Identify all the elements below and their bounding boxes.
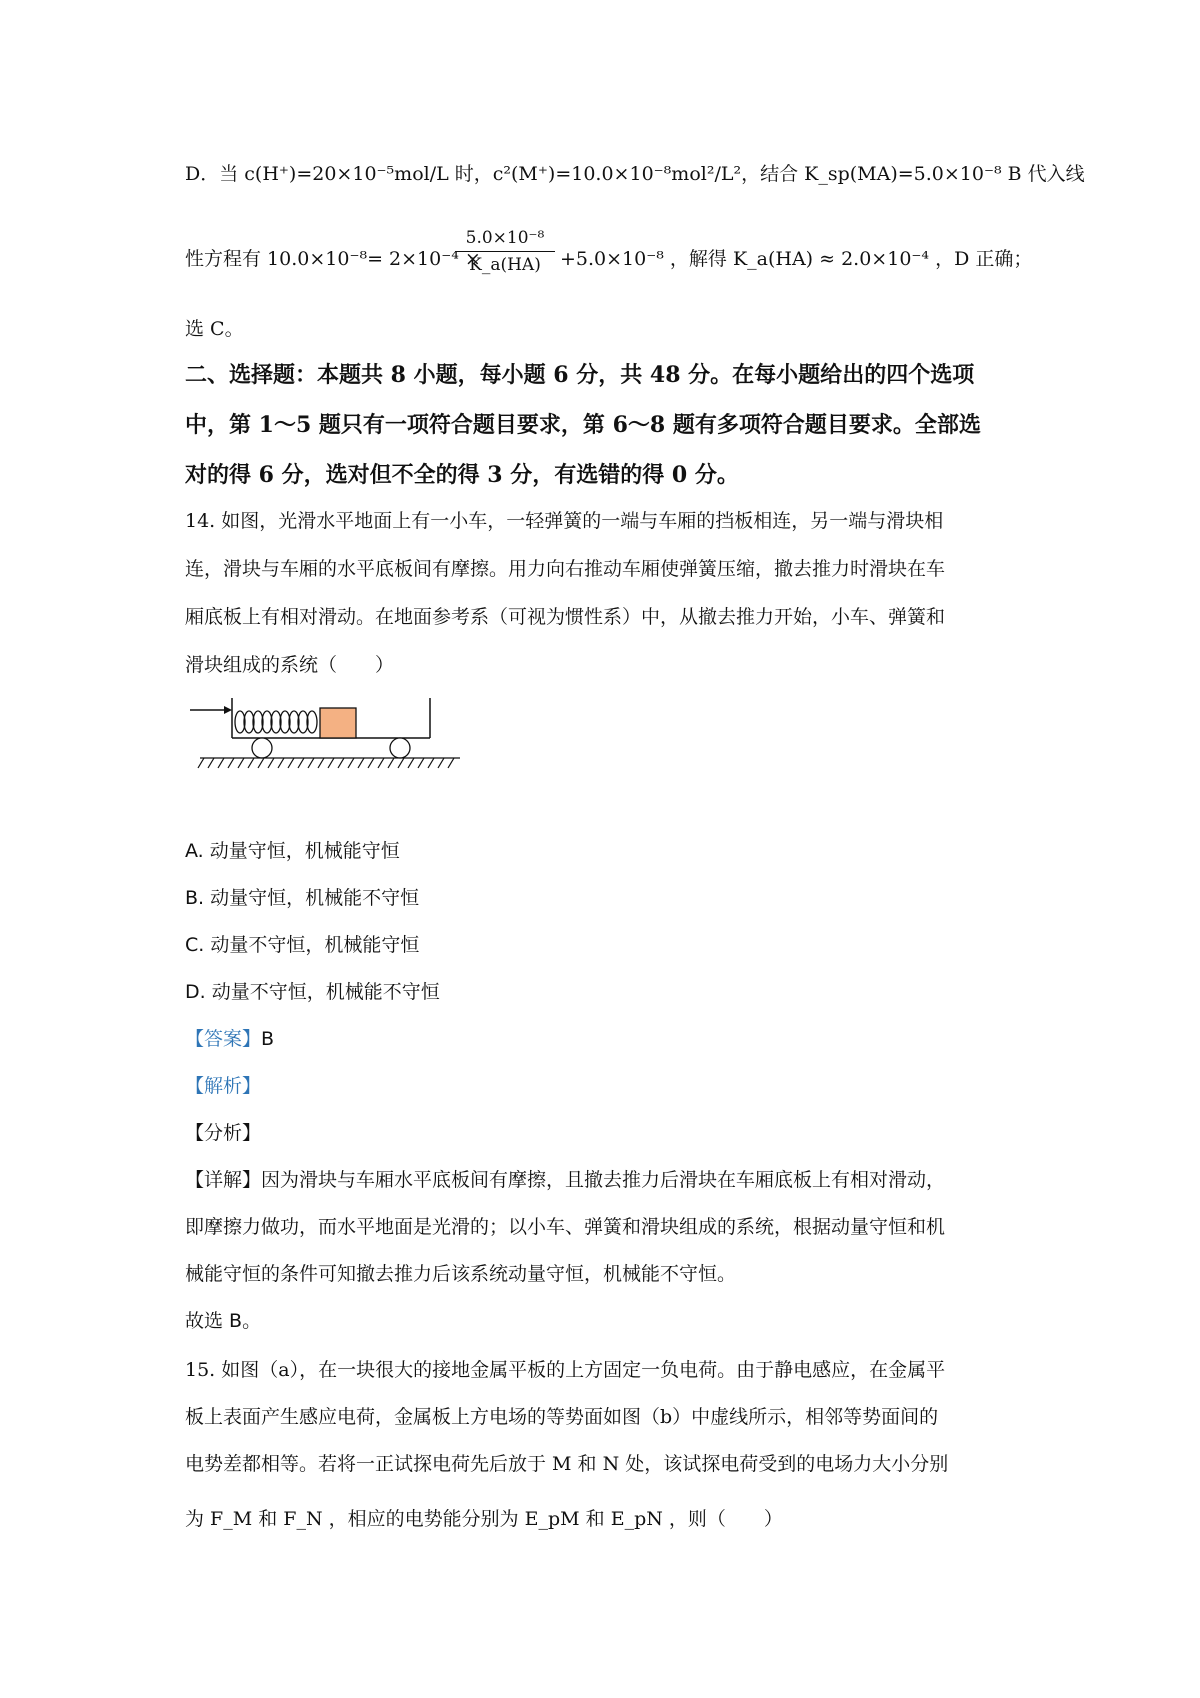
section-header-line1: 二、选择题：本题共 8 小题，每小题 6 分，共 48 分。在每小题给出的四个选项: [185, 362, 975, 388]
section-header-line3: 对的得 6 分，选对但不全的得 3 分，有选错的得 0 分。: [185, 462, 739, 488]
fraction-denominator: K_a(HA): [469, 255, 541, 275]
answer-value: B: [261, 1028, 275, 1050]
fraction-numerator: 5.0×10⁻⁸: [465, 228, 545, 248]
section-header-line2: 中，第 1～5 题只有一项符合题目要求，第 6～8 题有多项符合题目要求。全部选: [185, 412, 981, 438]
detail-line2: 即摩擦力做功，而水平地面是光滑的；以小车、弹簧和滑块组成的系统，根据动量守恒和机: [185, 1216, 946, 1238]
q15-stem-line4: 为 F_M 和 F_N ，相应的电势能分别为 E_pM 和 E_pN ，则（ ）: [185, 1508, 783, 1530]
q14-option-c: C. 动量不守恒，机械能守恒: [185, 934, 420, 956]
ground: [198, 758, 460, 768]
cart-spring-figure: [190, 690, 470, 790]
q14-stem-line1: 14. 如图，光滑水平地面上有一小车，一轻弹簧的一端与车厢的挡板相连，另一端与滑块相: [185, 510, 944, 532]
q15-stem-line2: 板上表面产生感应电荷，金属板上方电场的等势面如图（b）中虚线所示，相邻等势面间的: [185, 1406, 939, 1428]
spring: [235, 711, 317, 733]
q15-stem-line1: 15. 如图（a），在一块很大的接地金属平板的上方固定一负电荷。由于静电感应，在金属平: [185, 1359, 946, 1381]
wheel-right: [390, 738, 410, 758]
q14-stem-line4: 滑块组成的系统（ ）: [185, 654, 395, 676]
wheel-left: [252, 738, 272, 758]
q14-option-b: B. 动量守恒，机械能不守恒: [185, 887, 420, 909]
push-arrow: [190, 706, 232, 714]
q14-stem-line2: 连，滑块与车厢的水平底板间有摩擦。用力向右推动车厢使弹簧压缩，撤去推力时滑块在车: [185, 558, 946, 580]
q14-option-a: A. 动量守恒，机械能守恒: [185, 840, 400, 862]
answer-tag: 【答案】: [185, 1028, 262, 1050]
q14-answer-row: [185, 1028, 274, 1051]
analysis-tag: 【解析】: [185, 1075, 262, 1097]
q14-stem-line3: 厢底板上有相对滑动。在地面参考系（可视为惯性系）中，从撤去推力开始，小车、弹簧和: [185, 606, 946, 628]
solution-d-line2b: +5.0×10⁻⁸ ，解得 K_a(HA) ≈ 2.0×10⁻⁴ ，D 正确；: [560, 248, 1033, 270]
detail-line1: 【详解】因为滑块与车厢水平底板间有摩擦，且撤去推力后滑块在车厢底板上有相对滑动，: [185, 1169, 946, 1191]
solution-d-line1: D．当 c(H⁺)=20×10⁻⁵mol/L 时，c²(M⁺)=10.0×10⁻⁸mol²/L²，结合 K_sp(MA)=5.0×10⁻⁸ B 代入线: [185, 163, 1085, 185]
fraction-bar: [455, 251, 555, 252]
solution-d-line2a: 性方程有 10.0×10⁻⁸= 2×10⁻⁴ ×: [185, 248, 481, 270]
fenxi-tag: 【分析】: [185, 1122, 262, 1144]
detail-line3: 械能守恒的条件可知撤去推力后该系统动量守恒，机械能不守恒。: [185, 1263, 737, 1285]
q14-option-d: D. 动量不守恒，机械能不守恒: [185, 981, 440, 1003]
conclusion: 故选 B。: [185, 1310, 262, 1332]
slider-block: [320, 708, 356, 738]
solution-choice: 选 C。: [185, 318, 244, 340]
fraction: [455, 228, 555, 275]
q15-stem-line3: 电势差都相等。若将一正试探电荷先后放于 M 和 N 处，该试探电荷受到的电场力大小分别: [185, 1453, 949, 1475]
